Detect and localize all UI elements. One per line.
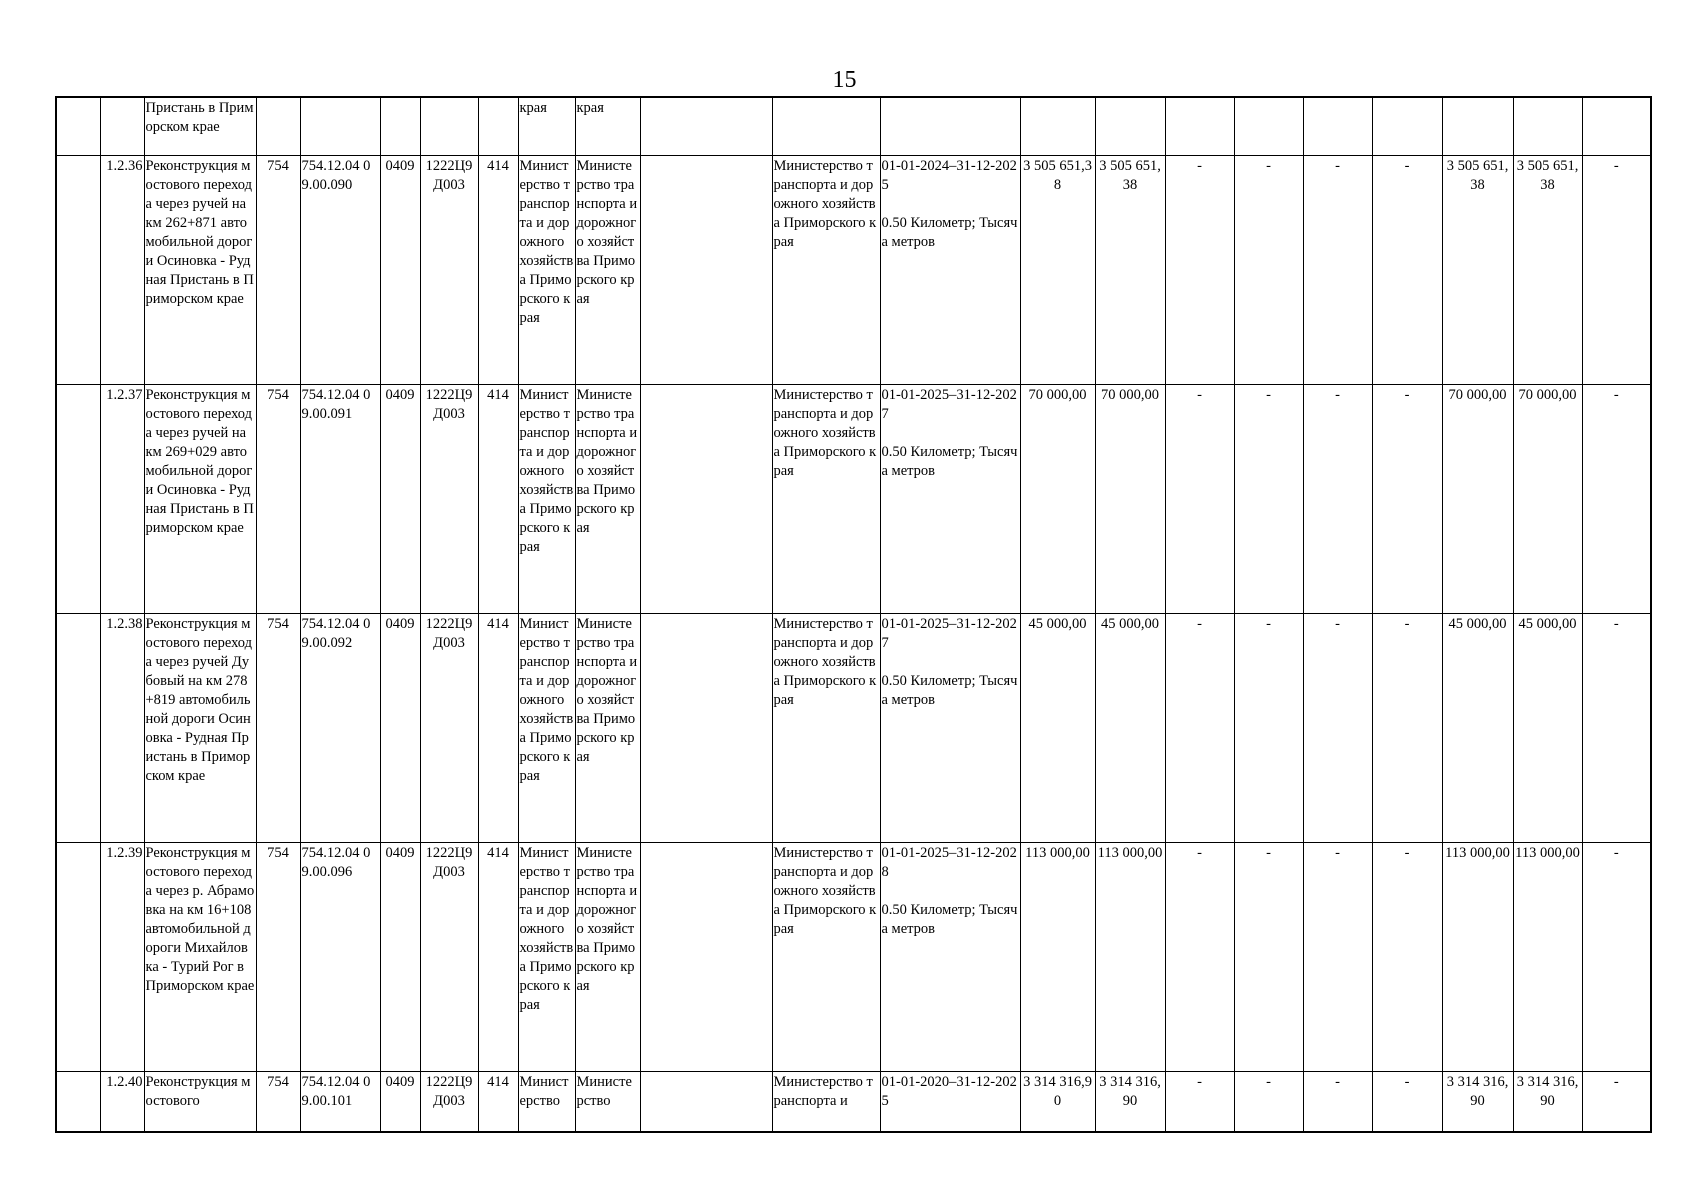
code-grbs: 754 xyxy=(256,614,300,843)
code-object: 754.12.04 09.00.092 xyxy=(300,614,380,843)
code-expense: 414 xyxy=(478,614,518,843)
code-target: 1222Ц9 Д003 xyxy=(420,156,478,385)
amount-dash: - xyxy=(1165,156,1234,385)
amount-dash: - xyxy=(1234,1072,1303,1133)
budget-table xyxy=(55,96,1652,1133)
empty-col xyxy=(640,385,772,614)
amount-regional: 45 000,00 xyxy=(1442,614,1513,843)
period-measure: 01-01-2025–31-12-2027 0.50 Километр; Тысяча метров xyxy=(880,614,1020,843)
code-section: 0409 xyxy=(380,614,420,843)
amount-dash: - xyxy=(1303,385,1372,614)
object-name: Реконструкция мостового перехода через ручей на км 269+029 автомобильной дороги Осиновка - Рудная Пристань в Приморском крае xyxy=(144,385,256,614)
amount-regional: 3 505 651,38 xyxy=(1442,156,1513,385)
code-expense: 414 xyxy=(478,156,518,385)
customer: Министерство транспорта и xyxy=(772,1072,880,1133)
recipient: края xyxy=(518,97,575,156)
amount-dash: - xyxy=(1372,614,1442,843)
period-measure: 01-01-2025–31-12-2028 0.50 Километр; Тысяча метров xyxy=(880,843,1020,1072)
manager: Министерство транспорта и дорожного хозяйства Приморского края xyxy=(575,614,640,843)
manager: Министерство xyxy=(575,1072,640,1133)
code-expense: 414 xyxy=(478,1072,518,1133)
amount-total-2: 45 000,00 xyxy=(1095,614,1165,843)
amount-total: 70 000,00 xyxy=(1020,385,1095,614)
amount-total-2: 113 000,00 xyxy=(1095,843,1165,1072)
amount-regional-2: 3 314 316,90 xyxy=(1513,1072,1582,1133)
amount-dash: - xyxy=(1234,385,1303,614)
amount-dash: - xyxy=(1303,843,1372,1072)
object-name: Пристань в Приморском крае xyxy=(144,97,256,156)
customer: Министерство транспорта и дорожного хозяйства Приморского края xyxy=(772,385,880,614)
empty-col xyxy=(640,1072,772,1133)
amount-total: 3 505 651,38 xyxy=(1020,156,1095,385)
amount-regional-2: 45 000,00 xyxy=(1513,614,1582,843)
page-number: 15 xyxy=(832,67,857,93)
code-section: 0409 xyxy=(380,1072,420,1133)
amount-dash: - xyxy=(1234,843,1303,1072)
amount-total-2: 3 314 316,90 xyxy=(1095,1072,1165,1133)
amount-regional-2: 3 505 651,38 xyxy=(1513,156,1582,385)
period-measure: 01-01-2025–31-12-2027 0.50 Километр; Тысяча метров xyxy=(880,385,1020,614)
amount-dash: - xyxy=(1372,385,1442,614)
period-measure: 01-01-2024–31-12-2025 0.50 Километр; Тысяча метров xyxy=(880,156,1020,385)
amount-dash: - xyxy=(1582,385,1651,614)
amount-dash: - xyxy=(1303,1072,1372,1133)
row-number: 1.2.40 xyxy=(100,1072,144,1133)
table-row xyxy=(56,385,1651,614)
recipient: Министерство транспорта и дорожного хозяйства Приморского края xyxy=(518,156,575,385)
amount-dash: - xyxy=(1165,385,1234,614)
table-row xyxy=(56,614,1651,843)
code-target: 1222Ц9 Д003 xyxy=(420,385,478,614)
amount-dash: - xyxy=(1372,1072,1442,1133)
empty-col xyxy=(640,843,772,1072)
continuation-row xyxy=(56,97,1651,156)
amount-dash: - xyxy=(1582,1072,1651,1133)
object-name: Реконструкция мостового перехода через р. Абрамовка на км 16+108 автомобильной дороги Михайловка - Турий Рог в Приморском крае xyxy=(144,843,256,1072)
amount-total-2: 3 505 651,38 xyxy=(1095,156,1165,385)
manager: Министерство транспорта и дорожного хозяйства Приморского края xyxy=(575,385,640,614)
amount-total: 3 314 316,90 xyxy=(1020,1072,1095,1133)
amount-regional: 3 314 316,90 xyxy=(1442,1072,1513,1133)
row-number: 1.2.38 xyxy=(100,614,144,843)
amount-regional: 113 000,00 xyxy=(1442,843,1513,1072)
object-name: Реконструкция мостового xyxy=(144,1072,256,1133)
code-section: 0409 xyxy=(380,385,420,614)
amount-dash: - xyxy=(1165,1072,1234,1133)
amount-regional-2: 70 000,00 xyxy=(1513,385,1582,614)
recipient: Министерство xyxy=(518,1072,575,1133)
amount-dash: - xyxy=(1165,843,1234,1072)
customer: Министерство транспорта и дорожного хозяйства Приморского края xyxy=(772,843,880,1072)
manager: края xyxy=(575,97,640,156)
empty-col xyxy=(640,614,772,843)
table-row xyxy=(56,843,1651,1072)
code-object: 754.12.04 09.00.091 xyxy=(300,385,380,614)
recipient: Министерство транспорта и дорожного хозяйства Приморского края xyxy=(518,385,575,614)
amount-total: 113 000,00 xyxy=(1020,843,1095,1072)
code-section: 0409 xyxy=(380,843,420,1072)
code-grbs: 754 xyxy=(256,385,300,614)
amount-dash: - xyxy=(1234,156,1303,385)
amount-dash: - xyxy=(1165,614,1234,843)
code-object: 754.12.04 09.00.096 xyxy=(300,843,380,1072)
amount-dash: - xyxy=(1582,843,1651,1072)
row-number: 1.2.37 xyxy=(100,385,144,614)
empty-col xyxy=(640,156,772,385)
code-expense: 414 xyxy=(478,843,518,1072)
code-expense: 414 xyxy=(478,385,518,614)
amount-total: 45 000,00 xyxy=(1020,614,1095,843)
recipient: Министерство транспорта и дорожного хозяйства Приморского края xyxy=(518,843,575,1072)
amount-dash: - xyxy=(1372,843,1442,1072)
code-grbs: 754 xyxy=(256,1072,300,1133)
code-section: 0409 xyxy=(380,156,420,385)
table-row xyxy=(56,156,1651,385)
recipient: Министерство транспорта и дорожного хозяйства Приморского края xyxy=(518,614,575,843)
amount-total-2: 70 000,00 xyxy=(1095,385,1165,614)
customer: Министерство транспорта и дорожного хозяйства Приморского края xyxy=(772,156,880,385)
row-number: 1.2.36 xyxy=(100,156,144,385)
code-target: 1222Ц9 Д003 xyxy=(420,1072,478,1133)
manager: Министерство транспорта и дорожного хозяйства Приморского края xyxy=(575,156,640,385)
customer: Министерство транспорта и дорожного хозяйства Приморского края xyxy=(772,614,880,843)
amount-dash: - xyxy=(1303,156,1372,385)
period-measure: 01-01-2020–31-12-2025 xyxy=(880,1072,1020,1133)
code-target: 1222Ц9 Д003 xyxy=(420,614,478,843)
amount-regional-2: 113 000,00 xyxy=(1513,843,1582,1072)
amount-dash: - xyxy=(1372,156,1442,385)
object-name: Реконструкция мостового перехода через ручей на км 262+871 автомобильной дороги Осиновка - Рудная Пристань в Приморском крае xyxy=(144,156,256,385)
amount-dash: - xyxy=(1303,614,1372,843)
code-grbs: 754 xyxy=(256,843,300,1072)
manager: Министерство транспорта и дорожного хозяйства Приморского края xyxy=(575,843,640,1072)
amount-dash: - xyxy=(1234,614,1303,843)
code-object: 754.12.04 09.00.101 xyxy=(300,1072,380,1133)
code-object: 754.12.04 09.00.090 xyxy=(300,156,380,385)
table-row xyxy=(56,1072,1651,1133)
object-name: Реконструкция мостового перехода через ручей Дубовый на км 278+819 автомобильной дороги Осиновка - Рудная Пристань в Приморском крае xyxy=(144,614,256,843)
amount-regional: 70 000,00 xyxy=(1442,385,1513,614)
row-number: 1.2.39 xyxy=(100,843,144,1072)
amount-dash: - xyxy=(1582,156,1651,385)
amount-dash: - xyxy=(1582,614,1651,843)
code-target: 1222Ц9 Д003 xyxy=(420,843,478,1072)
code-grbs: 754 xyxy=(256,156,300,385)
